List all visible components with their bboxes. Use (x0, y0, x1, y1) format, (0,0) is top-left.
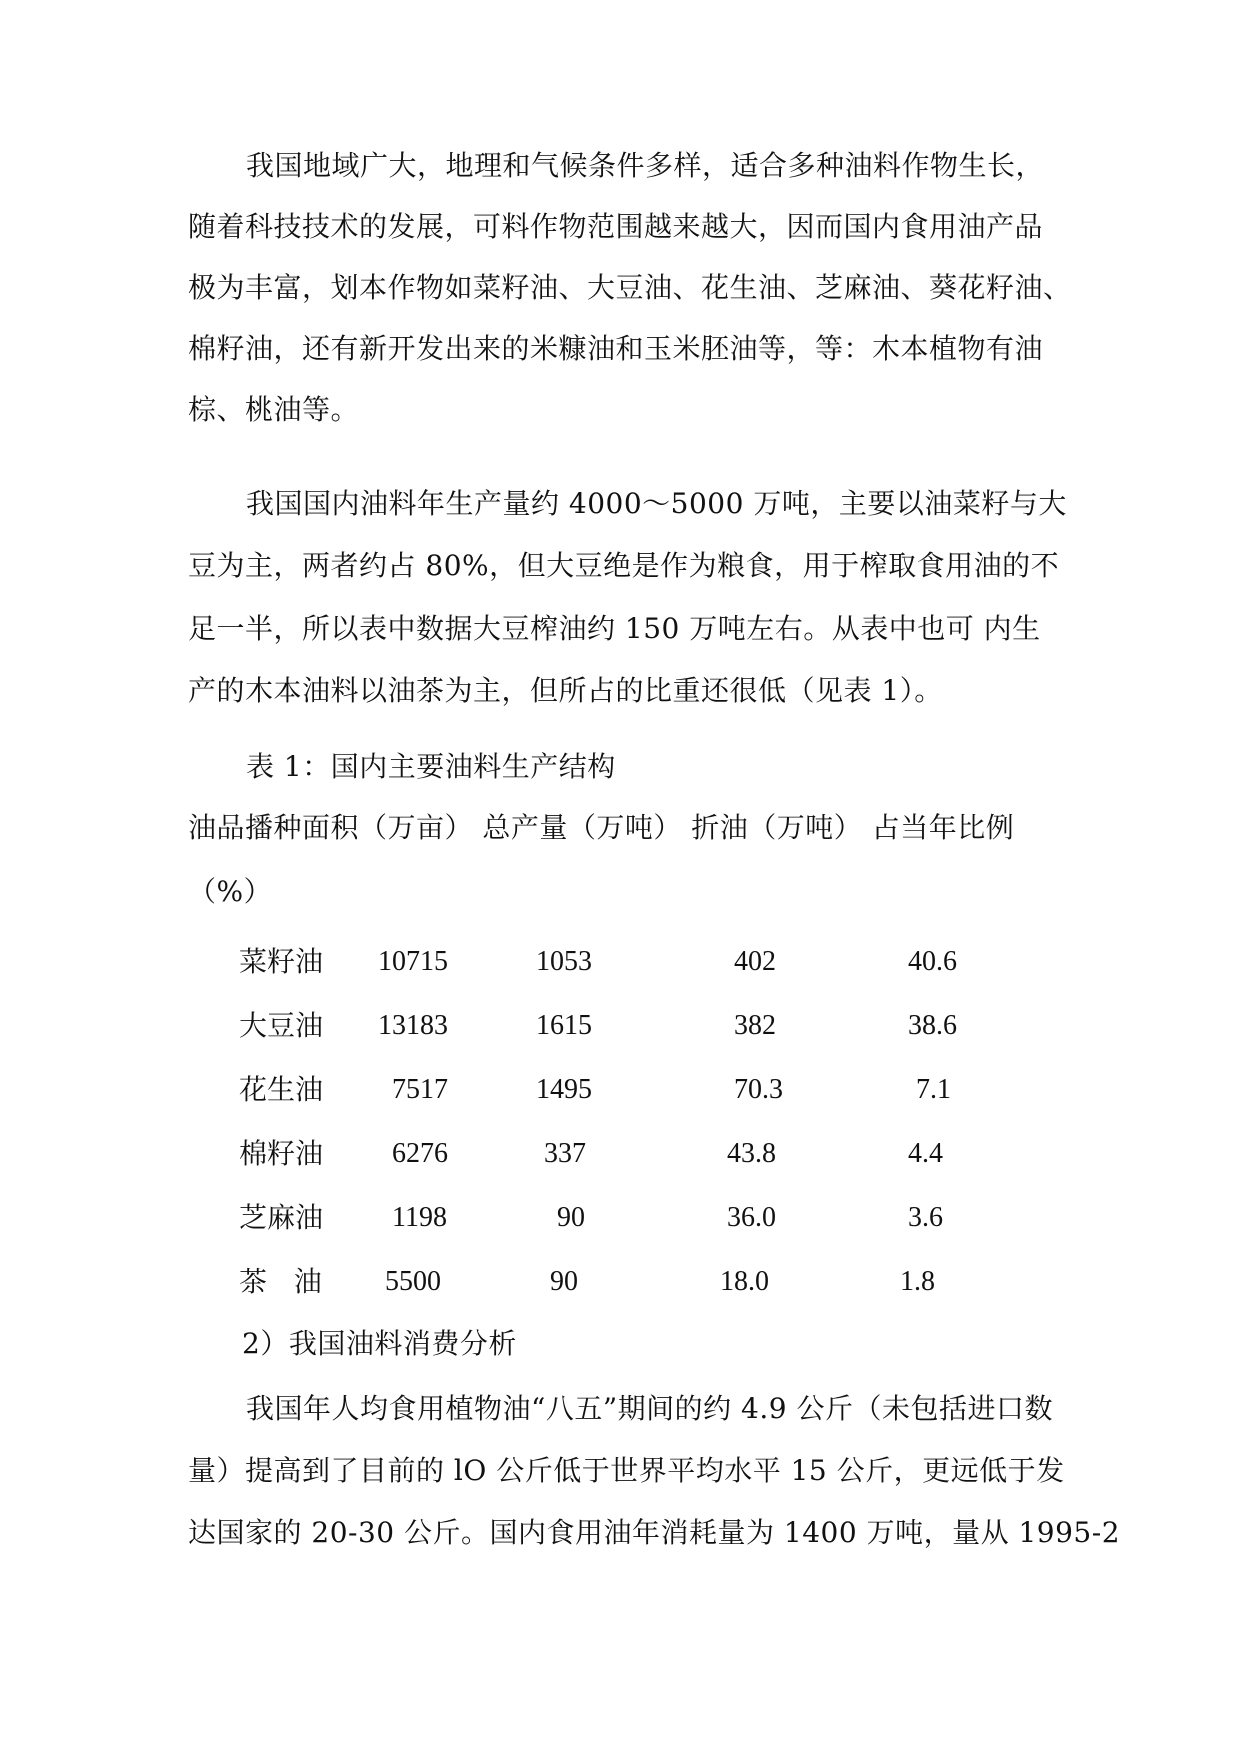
paragraph1-line-3: 极为丰富，划本作物如菜籽油、大豆油、花生油、芝麻油、葵花籽油、 (188, 271, 1072, 304)
row-name: 菜籽油 (239, 945, 324, 978)
section2-line-3: 达国家的 20-30 公斤。国内食用油年消耗量为 1400 万吨，量从 1995-2 (188, 1516, 1121, 1549)
paragraph1-line-2: 随着科技技术的发展，可料作物范围越来越大，因而国内食用油产品 (188, 210, 1044, 243)
row-output: 337 (544, 1138, 586, 1169)
table-header-line-1: 油品播种面积（万亩） 总产量（万吨） 折油（万吨） 占当年比例 (188, 811, 1015, 844)
paragraph1-line-1: 我国地域广大，地理和气候条件多样，适合多种油料作物生长， (246, 149, 1045, 182)
row-area: 1198 (392, 1202, 447, 1233)
paragraph2-line-4: 产的木本油料以油茶为主，但所占的比重还很低（见表 1）。 (188, 674, 943, 707)
row-name: 棉籽油 (239, 1137, 324, 1170)
row-ratio: 7.1 (916, 1074, 951, 1105)
row-area: 10715 (378, 946, 448, 977)
row-output: 90 (550, 1266, 578, 1297)
table-header-line-2: （%） (188, 875, 273, 908)
row-output: 90 (557, 1202, 585, 1233)
section2-line-1: 我国年人均食用植物油“八五”期间的约 4.9 公斤（未包括进口数 (246, 1392, 1053, 1425)
row-area: 5500 (385, 1266, 441, 1297)
paragraph1-line-4: 棉籽油，还有新开发出来的米糠油和玉米胚油等，等：木本植物有油 (188, 332, 1044, 365)
row-area: 13183 (378, 1010, 448, 1041)
row-output: 1615 (536, 1010, 592, 1041)
row-oil: 36.0 (727, 1202, 776, 1233)
section2-line-2: 量）提高到了目前的 lO 公斤低于世界平均水平 15 公斤，更远低于发 (188, 1454, 1065, 1487)
row-oil: 70.3 (734, 1074, 783, 1105)
paragraph1-line-5: 棕、桃油等。 (188, 393, 360, 426)
row-ratio: 40.6 (908, 946, 957, 977)
table-caption: 表 1：国内主要油料生产结构 (246, 750, 616, 783)
row-ratio: 3.6 (908, 1202, 943, 1233)
row-output: 1053 (536, 946, 592, 977)
row-area: 7517 (392, 1074, 448, 1105)
row-area: 6276 (392, 1138, 448, 1169)
row-oil: 43.8 (727, 1138, 776, 1169)
row-name: 花生油 (239, 1073, 324, 1106)
section2-heading: 2）我国油料消费分析 (242, 1327, 517, 1360)
row-oil: 402 (734, 946, 776, 977)
row-name: 茶 油 (239, 1265, 322, 1298)
row-ratio: 4.4 (908, 1138, 943, 1169)
paragraph2-line-2: 豆为主，两者约占 80%，但大豆绝是作为粮食，用于榨取食用油的不 (188, 549, 1060, 582)
row-ratio: 38.6 (908, 1010, 957, 1041)
row-name: 大豆油 (239, 1009, 324, 1042)
row-oil: 18.0 (720, 1266, 769, 1297)
row-name: 芝麻油 (239, 1201, 324, 1234)
paragraph2-line-1: 我国国内油料年生产量约 4000～5000 万吨，主要以油菜籽与大 (246, 487, 1067, 520)
paragraph2-line-3: 足一半，所以表中数据大豆榨油约 150 万吨左右。从表中也可 内生 (188, 612, 1041, 645)
row-output: 1495 (536, 1074, 592, 1105)
row-oil: 382 (734, 1010, 776, 1041)
row-ratio: 1.8 (900, 1266, 935, 1297)
